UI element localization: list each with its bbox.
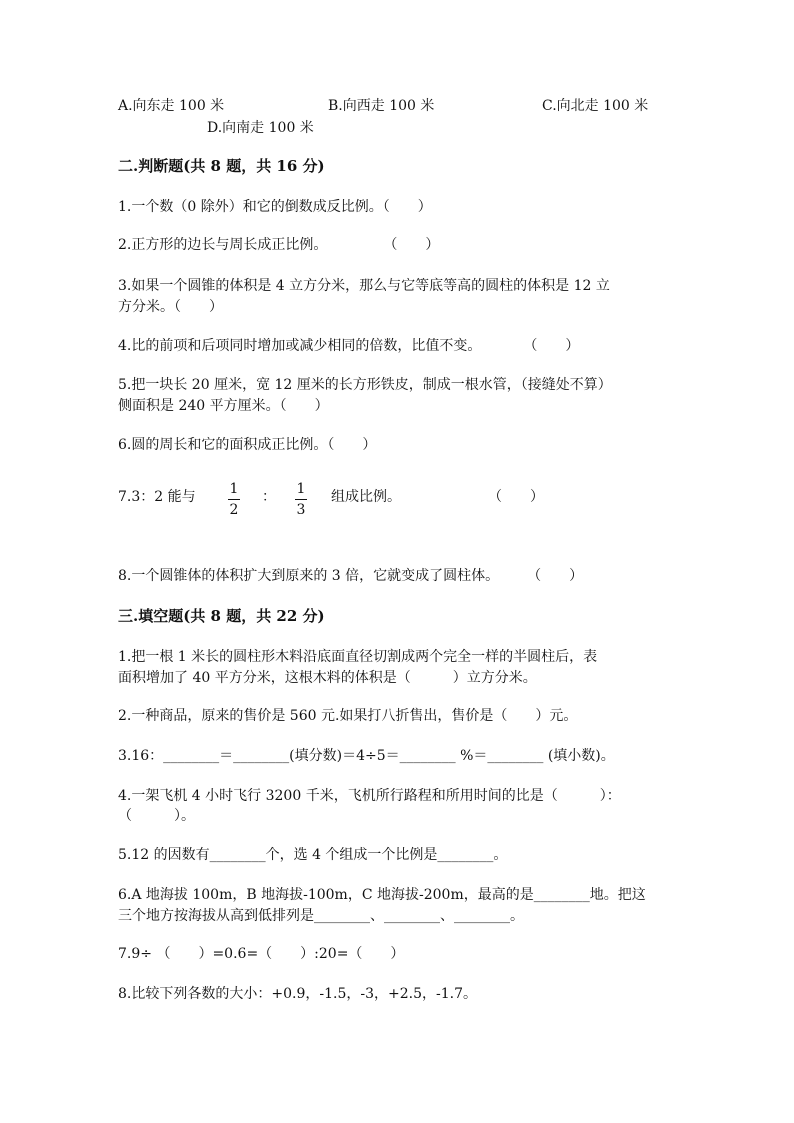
question-text: 7.3：2 能与 <box>118 489 196 505</box>
question-text: 4.比的前项和后项同时增加或减少相同的倍数，比值不变。 （ ） <box>118 338 580 354</box>
option-d: D.向南走 100 米 <box>207 120 314 136</box>
question-text: 2.正方形的边长与周长成正比例。 （ ） <box>118 237 440 253</box>
question-text: 2.一种商品，原来的售价是 560 元.如果打八折售出，售价是（ ）元。 <box>118 708 578 724</box>
question-text: 1.把一根 1 米长的圆柱形木料沿底面直径切割成两个完全一样的半圆柱后，表 <box>118 649 598 665</box>
question-text: 8.比较下列各数的大小：+0.9，-1.5，-3，+2.5，-1.7。 <box>118 986 477 1002</box>
question-text: 方分米。（ ） <box>118 299 223 315</box>
answer-parentheses: （ ） <box>488 489 544 505</box>
option-a: A.向东走 100 米 <box>118 98 225 114</box>
question-text: 8.一个圆锥体的体积扩大到原来的 3 倍，它就变成了圆柱体。 （ ） <box>118 568 584 584</box>
question-text: 3.如果一个圆锥的体积是 4 立方分米，那么与它等底等高的圆柱的体积是 12 立 <box>118 278 610 294</box>
question-text: 5.把一块长 20 厘米，宽 12 厘米的长方形铁皮，制成一根水管，（接缝处不算） <box>118 377 612 393</box>
question-text: 组成比例。 <box>331 489 401 505</box>
fraction-denominator: 2 <box>229 502 239 518</box>
ratio-colon: ： <box>262 489 276 505</box>
question-text: 5.12 的因数有________个，选 4 个组成一个比例是________。 <box>118 847 508 863</box>
question-text: 6.A 地海拔 100m，B 地海拔-100m，C 地海拔-200m，最高的是________地。把这 <box>118 887 646 903</box>
section-title: 三.填空题(共 8 题，共 22 分) <box>118 607 325 625</box>
question-text: （ ）。 <box>118 808 195 824</box>
fraction-one-half <box>226 481 242 518</box>
question-text: 1.一个数（0 除外）和它的倒数成反比例。（ ） <box>118 199 432 215</box>
fraction-numerator: 1 <box>296 481 306 497</box>
fraction-bar <box>228 499 240 500</box>
question-text: 7.9÷ （ ）=0.6=（ ）:20=（ ） <box>118 946 405 962</box>
fraction-denominator: 3 <box>296 502 306 518</box>
question-text: 4.一架飞机 4 小时飞行 3200 千米，飞机所行路程和所用时间的比是（ ）： <box>118 788 621 804</box>
question-text: 面积增加了 40 平方分米，这根木料的体积是（ ）立方分米。 <box>118 670 537 686</box>
option-c: C.向北走 100 米 <box>542 98 649 114</box>
option-b: B.向西走 100 米 <box>328 98 435 114</box>
question-text: 6.圆的周长和它的面积成正比例。（ ） <box>118 437 377 453</box>
fraction-numerator: 1 <box>229 481 239 497</box>
section-title: 二.判断题(共 8 题，共 16 分) <box>118 157 325 175</box>
question-text: 3.16：________＝________(填分数)＝4÷5＝________ %＝________ (填小数)。 <box>118 748 615 764</box>
question-text: 三个地方按海拔从高到低排列是________、________、________。 <box>118 908 524 924</box>
fraction-one-third <box>293 481 309 518</box>
question-text: 侧面积是 240 平方厘米。（ ） <box>118 398 329 414</box>
fraction-bar <box>295 499 307 500</box>
